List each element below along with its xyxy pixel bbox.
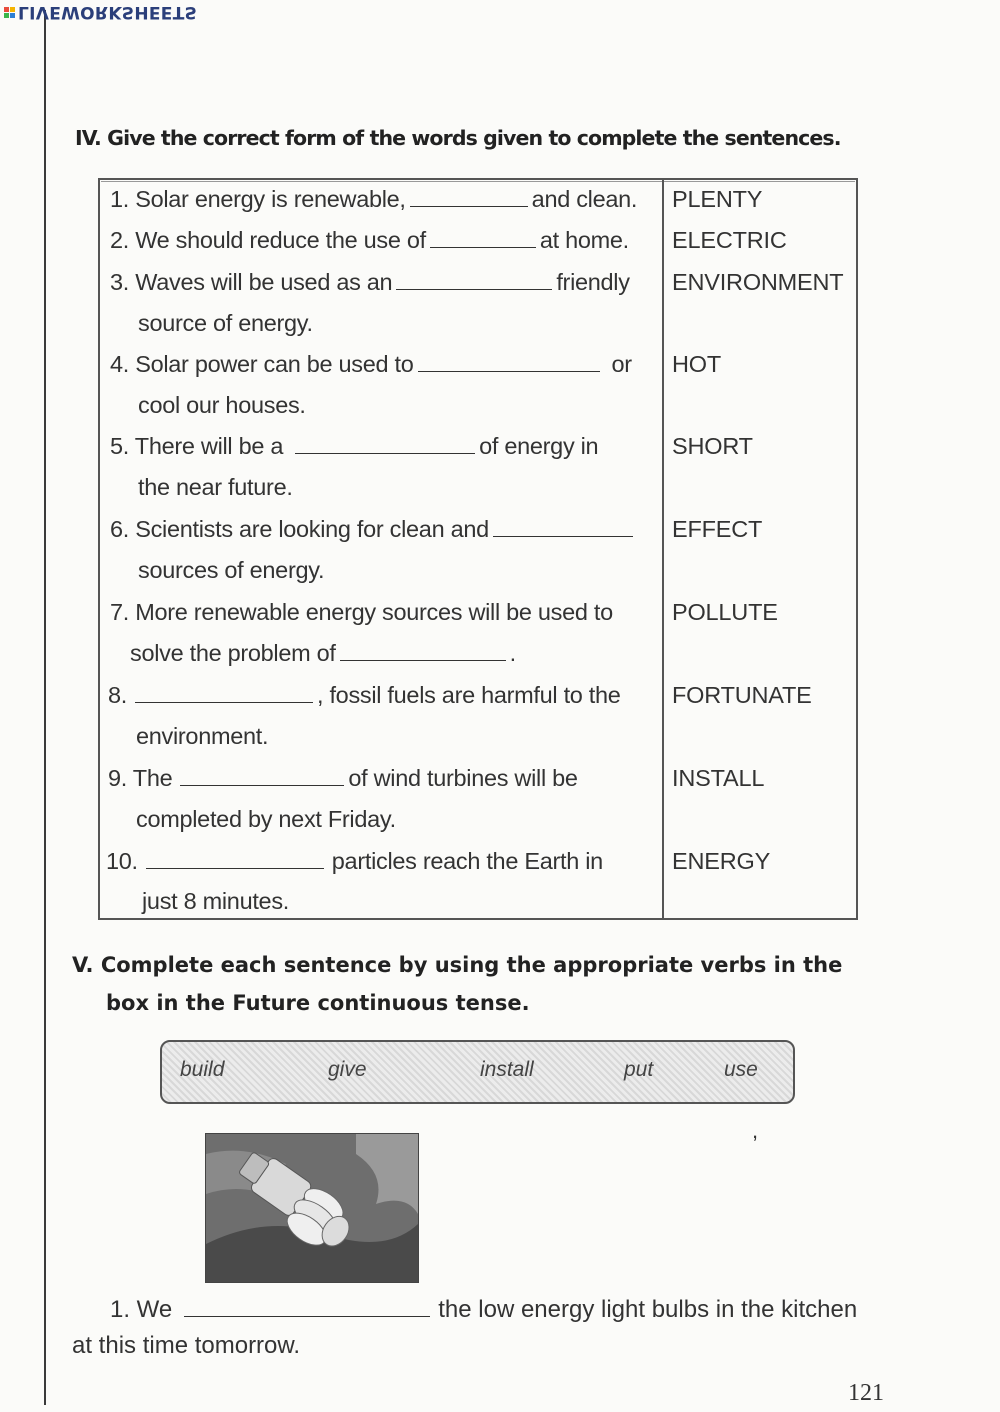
section-v-heading: V. Complete each sentence by using the appropriate verbs in the box in the Future continuous tense.	[72, 953, 843, 1015]
word-1: PLENTY	[672, 186, 763, 212]
verb-build: build	[180, 1058, 225, 1081]
question-1-cont: at this time tomorrow.	[72, 1332, 301, 1359]
word-2: ELECTRIC	[672, 227, 787, 253]
section-iv-heading: IV. Give the correct form of the words given to complete the sentences.	[75, 126, 841, 150]
sentence-8: 8. , fossil fuels are harmful to the	[108, 682, 621, 708]
table-column-divider	[662, 178, 664, 920]
word-10: ENERGY	[672, 848, 771, 874]
word-9: INSTALL	[672, 765, 765, 791]
sentence-3-cont: source of energy.	[138, 310, 313, 336]
sentence-1: 1. Solar energy is renewable, and clean.	[110, 186, 638, 212]
sentence-7-cont: solve the problem of .	[130, 640, 516, 666]
verb-put: put	[624, 1058, 654, 1081]
verb-give: give	[328, 1058, 367, 1081]
sentence-9: 9. The of wind turbines will be	[108, 765, 578, 791]
light-bulb-image	[206, 1134, 418, 1282]
sentence-5-cont: the near future.	[138, 474, 293, 500]
verb-box	[160, 1040, 795, 1104]
word-4: HOT	[672, 351, 722, 377]
answer-blank-3[interactable]	[396, 288, 552, 290]
stray-mark: ,	[752, 1118, 759, 1143]
table-inner-border	[101, 181, 855, 182]
sentence-4-cont: cool our houses.	[138, 392, 306, 418]
answer-blank-10[interactable]	[146, 867, 324, 869]
logo-squares-icon	[4, 7, 15, 18]
sentence-4: 4. Solar power can be used to or	[110, 351, 632, 377]
answer-blank-7[interactable]	[340, 659, 506, 661]
answer-blank-v1[interactable]	[184, 1315, 430, 1317]
binding-margin-line	[44, 10, 46, 1405]
question-1: 1. We the low energy light bulbs in the kitchen at this time tomorrow.	[72, 1292, 902, 1364]
sentence-6: 6. Scientists are looking for clean and	[110, 516, 637, 543]
answer-blank-5[interactable]	[295, 452, 475, 454]
sentence-10: 10. particles reach the Earth in	[106, 848, 603, 874]
answer-blank-1[interactable]	[410, 205, 528, 207]
logo-text: LIVEWORKSHEETS	[18, 2, 198, 22]
sentence-10-cont: just 8 minutes.	[142, 888, 290, 914]
word-5: SHORT	[672, 433, 753, 459]
sentence-5: 5. There will be a of energy in	[110, 433, 599, 459]
liveworksheets-logo	[4, 2, 197, 22]
verb-install: install	[480, 1058, 534, 1081]
light-bulb-photo	[205, 1133, 419, 1283]
word-8: FORTUNATE	[672, 682, 812, 708]
sentence-7: 7. More renewable energy sources will be used to	[110, 599, 613, 625]
word-6: EFFECT	[672, 516, 763, 542]
answer-blank-9[interactable]	[180, 784, 344, 786]
sentence-3: 3. Waves will be used as an friendly	[110, 269, 630, 295]
answer-blank-8[interactable]	[135, 701, 313, 703]
answer-blank-6[interactable]	[493, 535, 633, 537]
word-3: ENVIRONMENT	[672, 269, 844, 295]
sentence-2: 2. We should reduce the use of at home.	[110, 227, 629, 253]
sentence-8-cont: environment.	[136, 723, 269, 749]
answer-blank-4[interactable]	[418, 370, 600, 372]
sentence-9-cont: completed by next Friday.	[136, 806, 396, 832]
sentence-6-cont: sources of energy.	[138, 557, 325, 583]
page-number: 121	[848, 1380, 884, 1406]
answer-blank-2[interactable]	[430, 246, 536, 248]
word-7: POLLUTE	[672, 599, 778, 625]
verb-use: use	[724, 1058, 758, 1081]
